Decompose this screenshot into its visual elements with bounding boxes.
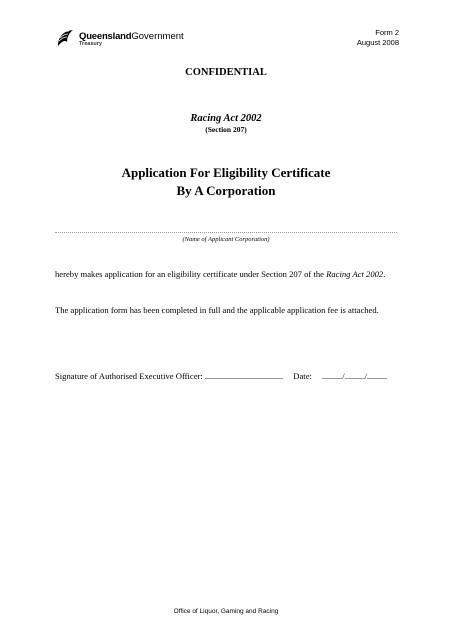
signature-field[interactable] [205,370,283,379]
form-reference [357,28,399,48]
date-day-field[interactable] [322,370,345,381]
queensland-government-logo [55,27,184,53]
date-year-field[interactable] [364,370,387,381]
document-title-line1: Application For Eligibility Certificate [121,165,331,180]
act-section: (Section 207) [205,125,247,134]
queensland-crest-icon [55,27,77,49]
completion-statement: The application form has been completed in full and the applicable application fee is attached. [55,305,379,315]
form-number: Form 2 [375,28,399,37]
signature-row [55,370,387,381]
applicant-name-caption: (Name of Applicant Corporation) [182,236,270,243]
date-separator: / [342,371,345,381]
signature-label: Signature of Authorised Executive Officer: [55,371,203,381]
statement-end: . [383,269,386,279]
form-date: August 2008 [356,38,399,47]
date-label: Date: [293,371,312,381]
document-title-line2: By A Corporation [176,183,276,198]
logo-wordmark: QueenslandGovernment [79,31,184,42]
applicant-name-field[interactable] [55,232,397,233]
statement-act-name: Racing Act 2002 [326,269,384,279]
date-separator: / [364,371,367,381]
application-statement [55,269,399,280]
page-footer: Office of Liquor, Gaming and Racing [173,608,279,615]
logo-subtext: Treasury [79,41,102,47]
act-name: Racing Act 2002 [190,113,262,124]
statement-text: hereby makes application for an eligibility certificate under Section 207 of the [55,269,327,279]
date-month-field[interactable] [345,370,365,379]
confidential-heading: CONFIDENTIAL [185,67,267,78]
